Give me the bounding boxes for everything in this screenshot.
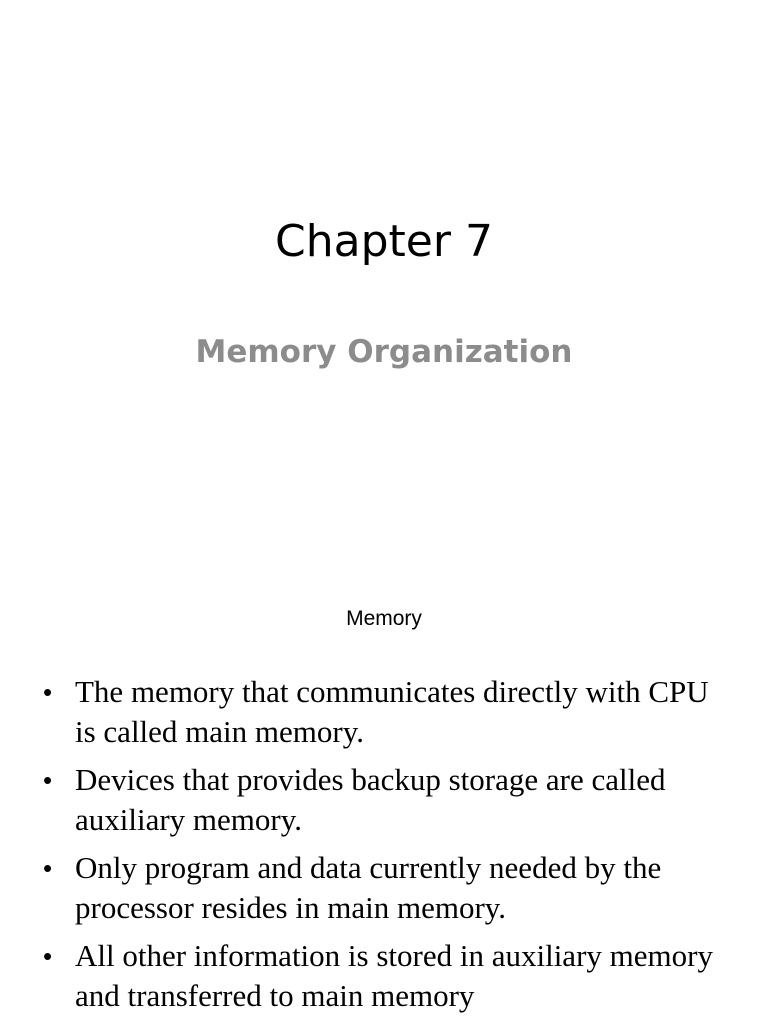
bullet-item — [0, 936, 768, 1016]
bullet-item — [0, 760, 768, 840]
chapter-title: Chapter 7 — [275, 216, 493, 267]
bullet-item — [0, 672, 768, 752]
bullet-icon: • — [43, 765, 53, 795]
bullet-text: All other information is stored in auxiliary memory and transferred to main memory — [75, 938, 713, 1013]
bullet-icon: • — [43, 941, 53, 971]
slide-title: Memory — [346, 607, 422, 630]
bullet-text: Devices that provides backup storage are called auxiliary memory. — [75, 762, 666, 837]
bullet-icon: • — [43, 853, 53, 883]
chapter-subtitle: Memory Organization — [195, 334, 573, 370]
bullet-text: Only program and data currently needed by the processor resides in main memory. — [75, 850, 662, 925]
bullet-item — [0, 848, 768, 928]
bullet-list — [0, 672, 768, 1024]
bullet-icon: • — [43, 677, 53, 707]
bullet-text: The memory that communicates directly with CPU is called main memory. — [75, 674, 709, 749]
